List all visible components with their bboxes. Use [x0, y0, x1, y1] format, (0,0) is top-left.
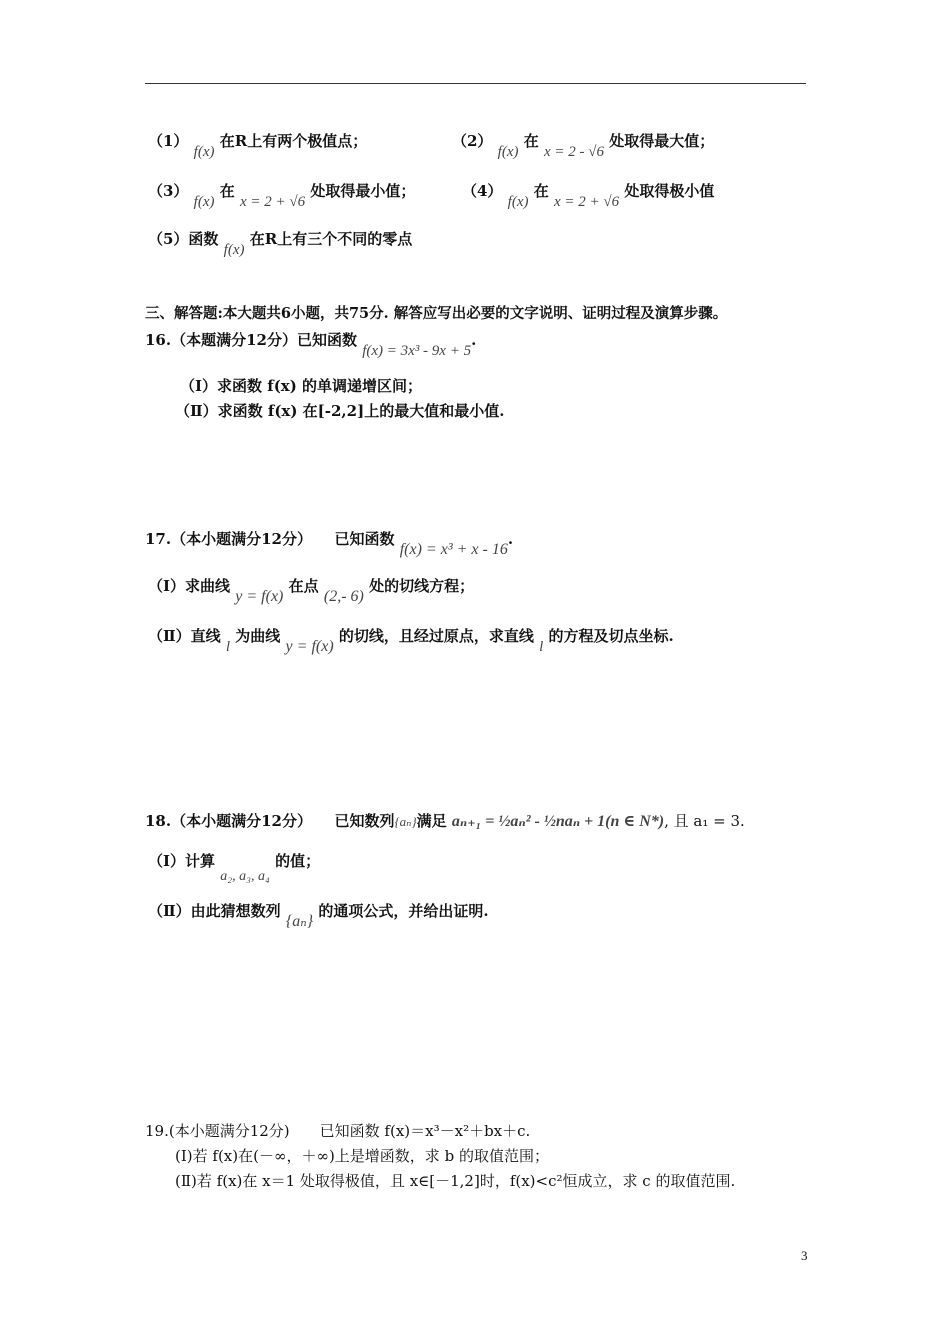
q17-p2-text-b: 为曲线 — [235, 627, 281, 645]
section-heading: 三、解答题:本大题共6小题，共75分. 解答应写出必要的文字说明、证明过程及演算步骤。 — [145, 305, 728, 322]
question-16-part-2: （Ⅱ）求函数 f(x) 在[-2,2]上的最大值和最小值. — [175, 402, 505, 420]
question-18-part-2 — [148, 900, 489, 930]
q17-p1-text-a: （Ⅰ）求曲线 — [148, 577, 231, 595]
item-1-text: 在R上有两个极值点； — [219, 132, 368, 150]
page-number: 3 — [801, 1248, 808, 1263]
question-19-head: 19.(本小题满分12分) 已知函数 f(x)＝x³－x²＋bx＋c. — [145, 1122, 531, 1140]
item-5 — [148, 228, 413, 258]
question-18-head — [145, 810, 745, 831]
q18-end: , 且 a₁ = 3. — [664, 812, 745, 830]
item-4 — [462, 180, 715, 210]
q17-p2-line-l: l — [225, 639, 231, 655]
q18-p2-text-b: 的通项公式，并给出证明. — [318, 902, 489, 920]
question-17-part-1 — [148, 575, 475, 605]
q17-p2-formula: y = f(x) — [285, 638, 334, 655]
q17-p1-text-c: 处的切线方程； — [369, 577, 475, 595]
item-2 — [452, 130, 715, 160]
item-4-index: （4） — [462, 182, 503, 200]
q17-p2-text-c: 的切线，且经过原点，求直线 — [338, 627, 534, 645]
item-3-expression: x = 2 + √6 — [239, 194, 306, 210]
item-1-index: （1） — [148, 132, 189, 150]
q18-recurrence: aₙ₊₁ = ½aₙ² - ½naₙ + 1(n ∈ N*) — [451, 813, 665, 830]
q16-head-text: 16.（本题满分12分）已知函数 — [145, 331, 357, 349]
item-1-formula: f(x) — [193, 144, 215, 160]
question-17-head — [145, 528, 514, 558]
question-17-part-2 — [148, 625, 674, 655]
q18-p1-text-a: （Ⅰ）计算 — [148, 852, 216, 870]
q18-head-text: 18.（本小题满分12分） 已知数列 — [145, 812, 395, 830]
item-3-text-a: 在 — [219, 182, 235, 200]
q18-p1-values: a₂, a₃, a₄ — [220, 869, 270, 884]
item-5-formula: f(x) — [223, 242, 245, 258]
item-2-formula: f(x) — [497, 144, 519, 160]
q16-formula: f(x) = 3x³ - 9x + 5 — [362, 343, 472, 359]
item-3-index: （3） — [148, 182, 189, 200]
item-5-index: （5）函数 — [148, 230, 219, 248]
question-19-part-2: (Ⅱ)若 f(x)在 x＝1 处取得极值，且 x∈[－1,2]时，f(x)<c²恒成立，求 c 的取值范围. — [175, 1172, 736, 1190]
q17-formula: f(x) = x³ + x - 16 — [399, 541, 508, 558]
question-16-head — [145, 329, 477, 359]
q18-mid-text: 满足 — [416, 812, 447, 830]
q17-p1-formula: y = f(x) — [235, 588, 284, 605]
item-4-expression: x = 2 + √6 — [553, 194, 620, 210]
item-4-formula: f(x) — [507, 194, 529, 210]
item-4-text-a: 在 — [533, 182, 549, 200]
item-2-index: （2） — [452, 132, 493, 150]
q18-sequence: {aₙ} — [394, 814, 417, 829]
item-3 — [148, 180, 416, 210]
item-2-text-b: 处取得最大值； — [609, 132, 715, 150]
q17-p2-text-a: （Ⅱ）直线 — [148, 627, 221, 645]
header-rule — [145, 83, 806, 84]
q17-p1-point: (2,- 6) — [323, 588, 364, 605]
q16-end: . — [471, 331, 477, 349]
q18-p1-text-b: 的值； — [275, 852, 321, 870]
item-2-expression: x = 2 - √6 — [543, 144, 604, 160]
item-5-text: 在R上有三个不同的零点 — [249, 230, 413, 248]
item-1 — [148, 130, 368, 160]
q17-p2-line-l-2: l — [539, 639, 544, 655]
q18-p2-text-a: （Ⅱ）由此猜想数列 — [148, 902, 281, 920]
item-3-text-b: 处取得最小值； — [310, 182, 416, 200]
question-18-part-1 — [148, 850, 321, 884]
item-3-formula: f(x) — [193, 194, 215, 210]
q17-p2-text-d: 的方程及切点坐标. — [548, 627, 674, 645]
q17-head-text: 17.（本小题满分12分） 已知函数 — [145, 530, 395, 548]
q17-p1-text-b: 在点 — [288, 577, 319, 595]
q18-p2-sequence: {aₙ} — [285, 913, 314, 930]
q17-end: . — [507, 530, 514, 548]
question-19-part-1: (Ⅰ)若 f(x)在(－∞，＋∞)上是增函数，求 b 的取值范围； — [175, 1147, 549, 1165]
question-16-part-1: （Ⅰ）求函数 f(x) 的单调递增区间； — [180, 377, 423, 395]
item-4-text-b: 处取得极小值 — [624, 182, 715, 200]
item-2-text-a: 在 — [523, 132, 539, 150]
